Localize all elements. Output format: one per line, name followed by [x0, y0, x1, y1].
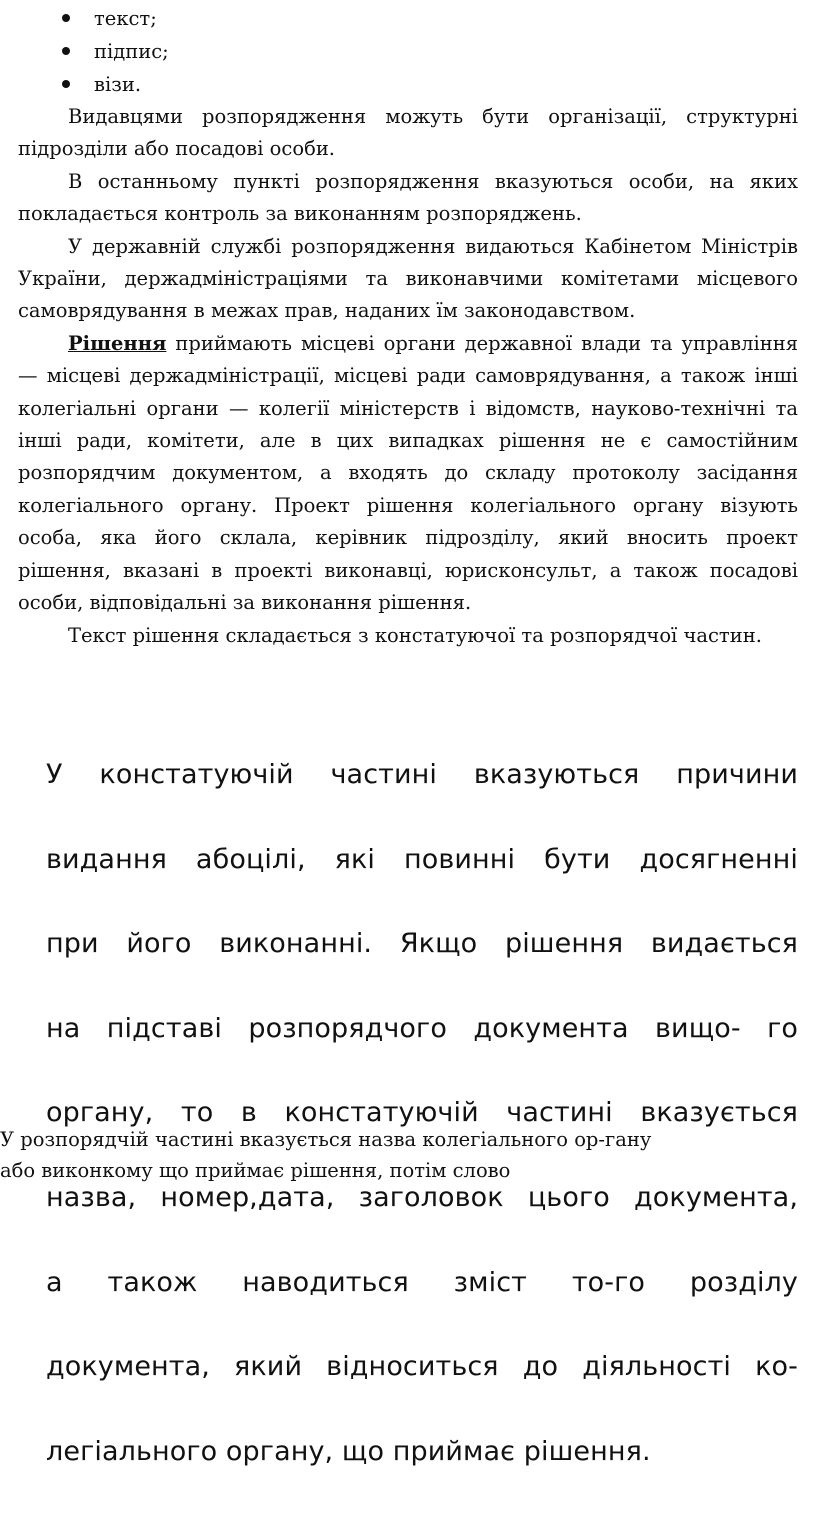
- large-line: а також наводиться зміст то-го розділу: [46, 1266, 798, 1298]
- list-item: візи.: [62, 68, 169, 101]
- large-line: легіального органу, що приймає рішення.: [46, 1435, 651, 1467]
- tail-line: або виконкому що приймає рішення, потім слово: [0, 1159, 511, 1182]
- paragraph-issuers: Видавцями розпорядження можуть бути організації, структурні підрозділи або посадові особи.: [18, 105, 798, 161]
- list-item: текст;: [62, 2, 169, 35]
- tail-line: У розпорядчій частині вказується назва колегіального ор-гану: [0, 1128, 652, 1151]
- bullet-icon: [62, 80, 70, 88]
- decision-body: приймають місцеві органи державної влади та управління — місцеві держадміністрації, місцеві ради самоврядування, а також інші колегіальні органи — колегії міністерств і відомств, науково-технічні та інші ради, комітети, але в цих випадках рішення не є самостійним розпорядчим документом, а входять до складу протоколу засідання колегіального органу. Проект рішення колегіального органу візують особа, яка його склала, керівник підрозділу, який вносить проект рішення, вказані в проекті виконавці, юрисконсульт, а також посадові особи, відповідальні за виконання рішення.: [18, 331, 798, 615]
- paragraph-state-service: У державній службі розпорядження видаються Кабінетом Міністрів України, держадміністраціями та виконавчими комітетами місцевого самоврядування в межах прав, наданих їм законодавством.: [18, 234, 798, 323]
- paragraph-decision-text: Текст рішення складається з констатуючої та розпорядчої частин.: [68, 623, 762, 647]
- paragraph-decision: [18, 328, 798, 620]
- large-line: видання абоцілі, які повинні бути досягненні: [46, 843, 798, 875]
- bullet-icon: [62, 47, 70, 55]
- large-line: У констатуючій частині вказуються причини: [46, 759, 798, 790]
- paragraph-control: В останньому пункті розпорядження вказуються особи, на яких покладається контроль за виконанням розпоряджень.: [18, 169, 798, 226]
- large-line: документа, який відноситься до діяльності ко-: [46, 1351, 798, 1383]
- large-line: органу, то в констатуючій частині вказується: [46, 1097, 798, 1129]
- body-text: [18, 101, 798, 652]
- decision-term: Рішення: [68, 331, 167, 355]
- large-line: назва, номер,дата, заголовок цього документа,: [46, 1181, 798, 1213]
- bullet-list: [62, 2, 169, 101]
- bullet-icon: [62, 14, 70, 22]
- list-item: підпис;: [62, 35, 169, 68]
- large-line: на підставі розпорядчого документа вищо- го: [46, 1012, 798, 1044]
- large-line: при його виконанні. Якщо рішення видається: [46, 928, 798, 960]
- tail-text: [0, 1124, 816, 1186]
